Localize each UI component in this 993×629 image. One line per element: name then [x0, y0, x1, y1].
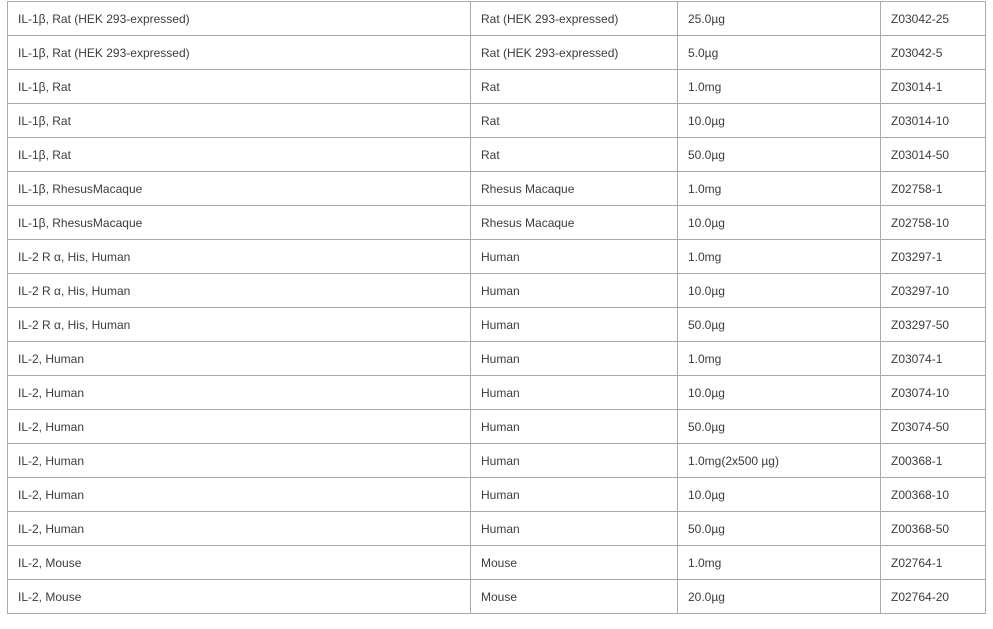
catalog-number-cell: Z00368-10	[881, 478, 986, 512]
species-cell: Rhesus Macaque	[471, 172, 678, 206]
catalog-number-cell: Z03297-10	[881, 274, 986, 308]
table-row	[8, 410, 986, 444]
species-cell: Rat (HEK 293-expressed)	[471, 2, 678, 36]
size-cell: 5.0µg	[678, 36, 881, 70]
product-name-cell: IL-1β, RhesusMacaque	[8, 206, 471, 240]
product-name-cell: IL-2, Human	[8, 478, 471, 512]
size-cell: 20.0µg	[678, 580, 881, 614]
size-cell: 1.0mg	[678, 240, 881, 274]
table-row	[8, 206, 986, 240]
product-name-cell: IL-2, Human	[8, 376, 471, 410]
species-cell: Human	[471, 444, 678, 478]
catalog-number-cell: Z02758-10	[881, 206, 986, 240]
table-row	[8, 342, 986, 376]
size-cell: 10.0µg	[678, 206, 881, 240]
size-cell: 1.0mg	[678, 172, 881, 206]
size-cell: 1.0mg	[678, 70, 881, 104]
size-cell: 50.0µg	[678, 410, 881, 444]
product-name-cell: IL-2, Human	[8, 410, 471, 444]
catalog-number-cell: Z03074-10	[881, 376, 986, 410]
catalog-number-cell: Z03014-50	[881, 138, 986, 172]
table-row	[8, 580, 986, 614]
product-table	[7, 1, 986, 614]
table-row	[8, 376, 986, 410]
species-cell: Human	[471, 478, 678, 512]
table-row	[8, 274, 986, 308]
size-cell: 25.0µg	[678, 2, 881, 36]
species-cell: Rat	[471, 70, 678, 104]
table-row	[8, 70, 986, 104]
table-row	[8, 138, 986, 172]
catalog-number-cell: Z02764-20	[881, 580, 986, 614]
table-row	[8, 444, 986, 478]
table-row	[8, 546, 986, 580]
size-cell: 10.0µg	[678, 104, 881, 138]
product-name-cell: IL-2, Mouse	[8, 546, 471, 580]
species-cell: Rat	[471, 138, 678, 172]
product-name-cell: IL-1β, Rat	[8, 70, 471, 104]
species-cell: Human	[471, 240, 678, 274]
product-name-cell: IL-2, Human	[8, 512, 471, 546]
product-name-cell: IL-2, Mouse	[8, 580, 471, 614]
table-row	[8, 36, 986, 70]
catalog-number-cell: Z03297-50	[881, 308, 986, 342]
size-cell: 10.0µg	[678, 274, 881, 308]
species-cell: Rat	[471, 104, 678, 138]
species-cell: Rat (HEK 293-expressed)	[471, 36, 678, 70]
table-row	[8, 2, 986, 36]
product-name-cell: IL-1β, Rat	[8, 138, 471, 172]
catalog-number-cell: Z02764-1	[881, 546, 986, 580]
table-row	[8, 512, 986, 546]
product-name-cell: IL-2 R α, His, Human	[8, 308, 471, 342]
species-cell: Human	[471, 512, 678, 546]
size-cell: 50.0µg	[678, 512, 881, 546]
catalog-number-cell: Z03297-1	[881, 240, 986, 274]
size-cell: 10.0µg	[678, 376, 881, 410]
species-cell: Human	[471, 274, 678, 308]
catalog-number-cell: Z00368-50	[881, 512, 986, 546]
product-table-container	[7, 1, 985, 614]
size-cell: 1.0mg	[678, 546, 881, 580]
product-name-cell: IL-1β, Rat (HEK 293-expressed)	[8, 2, 471, 36]
size-cell: 1.0mg	[678, 342, 881, 376]
product-name-cell: IL-1β, RhesusMacaque	[8, 172, 471, 206]
species-cell: Human	[471, 308, 678, 342]
catalog-number-cell: Z00368-1	[881, 444, 986, 478]
catalog-number-cell: Z03014-10	[881, 104, 986, 138]
product-name-cell: IL-1β, Rat	[8, 104, 471, 138]
product-name-cell: IL-2 R α, His, Human	[8, 240, 471, 274]
product-name-cell: IL-1β, Rat (HEK 293-expressed)	[8, 36, 471, 70]
species-cell: Mouse	[471, 546, 678, 580]
catalog-number-cell: Z03074-1	[881, 342, 986, 376]
catalog-number-cell: Z03042-5	[881, 36, 986, 70]
size-cell: 1.0mg(2x500 µg)	[678, 444, 881, 478]
table-row	[8, 478, 986, 512]
product-table-body	[8, 2, 986, 614]
table-row	[8, 240, 986, 274]
species-cell: Rhesus Macaque	[471, 206, 678, 240]
table-row	[8, 172, 986, 206]
product-name-cell: IL-2, Human	[8, 342, 471, 376]
species-cell: Human	[471, 342, 678, 376]
size-cell: 10.0µg	[678, 478, 881, 512]
catalog-number-cell: Z03014-1	[881, 70, 986, 104]
species-cell: Human	[471, 376, 678, 410]
catalog-number-cell: Z03042-25	[881, 2, 986, 36]
table-row	[8, 308, 986, 342]
table-row	[8, 104, 986, 138]
size-cell: 50.0µg	[678, 138, 881, 172]
size-cell: 50.0µg	[678, 308, 881, 342]
product-name-cell: IL-2 R α, His, Human	[8, 274, 471, 308]
catalog-number-cell: Z02758-1	[881, 172, 986, 206]
species-cell: Human	[471, 410, 678, 444]
product-name-cell: IL-2, Human	[8, 444, 471, 478]
species-cell: Mouse	[471, 580, 678, 614]
catalog-number-cell: Z03074-50	[881, 410, 986, 444]
